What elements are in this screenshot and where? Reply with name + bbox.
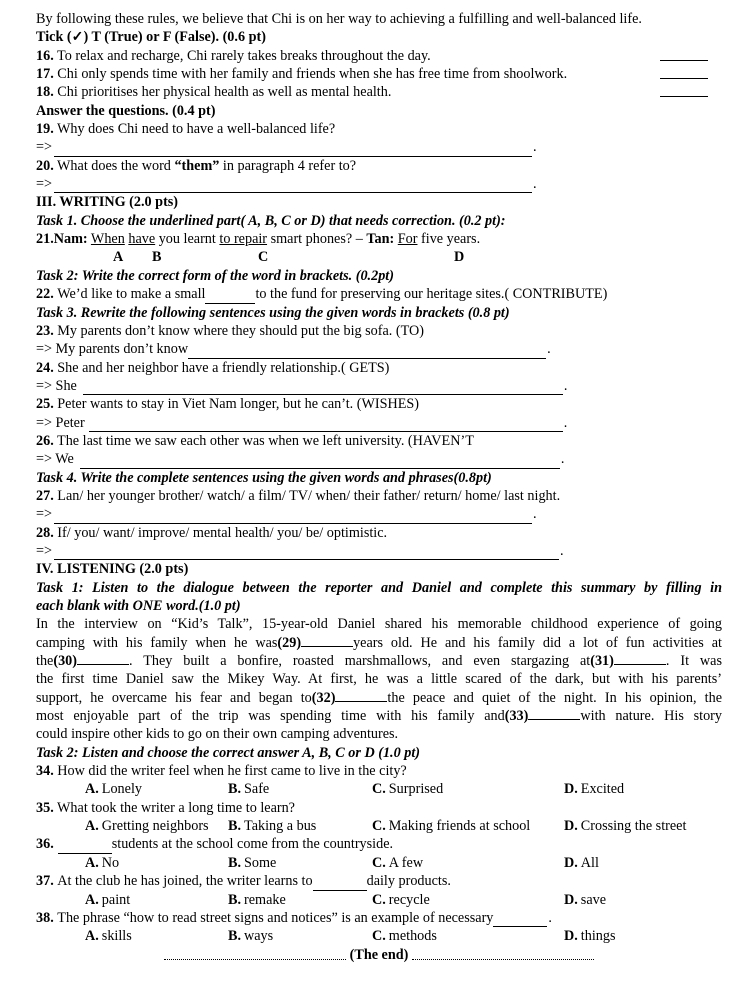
question-number: 16.	[36, 47, 54, 64]
blank-number-33: (33)	[504, 708, 529, 725]
option-letter: C.	[372, 854, 386, 871]
underlined-part-b: have	[128, 231, 156, 248]
question-23	[36, 322, 722, 340]
question-26	[36, 432, 722, 450]
option-text: methods	[388, 928, 437, 945]
options-34	[36, 780, 722, 798]
summary-text: camping with his family when he was	[36, 634, 278, 651]
answer-blank[interactable]	[83, 382, 563, 395]
question-number: 35.	[36, 799, 54, 816]
summary-blank-30[interactable]	[77, 652, 129, 665]
question-text: If/ you/ want/ improve/ mental health/ you/ be/ optimistic.	[57, 524, 388, 541]
question-text: My parents don’t know where they should put the big sofa. (TO)	[57, 322, 424, 339]
option-c[interactable]	[372, 927, 437, 945]
question-number: 34.	[36, 763, 54, 780]
answer-blank[interactable]	[54, 511, 532, 524]
option-letter: A.	[85, 781, 99, 798]
answer-line-26: => We .	[36, 451, 565, 468]
writing-task4-heading: Task 4. Write the complete sentences using the given words and phrases(0.8pt)	[36, 469, 492, 486]
option-text: skills	[101, 928, 132, 945]
option-text: recycle	[388, 891, 430, 908]
answer-prefix: => She	[36, 377, 77, 394]
option-text: A few	[388, 854, 424, 871]
summary-line-6	[36, 707, 722, 725]
option-b[interactable]	[228, 780, 269, 798]
question-keyword: “them”	[174, 157, 220, 174]
option-letter: C.	[372, 781, 386, 798]
option-letter: A.	[85, 928, 99, 945]
option-c[interactable]	[372, 780, 443, 798]
question-20	[36, 157, 722, 175]
option-text: ways	[244, 928, 274, 945]
question-text: students at the school come from the countryside.	[111, 836, 394, 853]
options-36	[36, 854, 722, 872]
option-letter: B.	[228, 928, 242, 945]
answer-line-20: => .	[36, 176, 537, 193]
options-38	[36, 927, 722, 945]
question-text-pre: At the club he has joined, the writer learns to	[57, 873, 313, 890]
question-text-post: to the fund for preserving our heritage sites.( CONTRIBUTE)	[255, 286, 608, 303]
summary-blank-33[interactable]	[528, 707, 580, 720]
option-a[interactable]	[85, 891, 130, 909]
summary-text: the	[36, 653, 54, 670]
option-text: No	[101, 854, 120, 871]
summary-blank-31[interactable]	[614, 652, 666, 665]
question-28	[36, 524, 722, 542]
option-b[interactable]	[228, 927, 273, 945]
answer-prefix: => Peter	[36, 414, 85, 431]
exam-page	[36, 10, 722, 964]
option-letter: B.	[228, 781, 242, 798]
summary-text: the peace and quiet of the night. In his opinion, the	[387, 689, 722, 706]
option-d[interactable]	[564, 817, 686, 835]
question-number: 24.	[36, 359, 54, 376]
question-number: 23.	[36, 322, 54, 339]
question-38: 38. The phrase “how to read street signs and notices” is an example of necessary .	[36, 909, 552, 926]
listening-heading: IV. LISTENING (2.0 pts)	[36, 561, 189, 578]
option-d[interactable]	[564, 780, 624, 798]
option-text: save	[580, 891, 607, 908]
question-36	[36, 835, 722, 853]
option-text: Surprised	[388, 781, 444, 798]
answer-arrow: =>	[36, 139, 53, 156]
question-number: 25.	[36, 396, 54, 413]
answer-blank[interactable]	[58, 841, 112, 854]
dotted-rule-left	[164, 949, 346, 960]
question-number: 19.	[36, 121, 54, 138]
listening-task2-heading: Task 2: Listen and choose the correct answer A, B, C or D (1.0 pt)	[36, 744, 420, 761]
summary-line-1: In the interview on “Kid’s Talk”, 15-year-old Daniel shared his memorable childhood experience of going	[36, 616, 722, 633]
question-34	[36, 762, 722, 780]
question-number: 20.	[36, 157, 54, 174]
option-c[interactable]	[372, 854, 423, 872]
answer-arrow: =>	[36, 176, 53, 193]
option-a[interactable]	[85, 817, 209, 835]
question-number: 26.	[36, 432, 54, 449]
question-text: Chi prioritises her physical health as well as mental health.	[57, 84, 392, 101]
option-text: Some	[244, 854, 277, 871]
answer-blank[interactable]	[54, 547, 559, 560]
options-37	[36, 891, 722, 909]
tf-answer-blank[interactable]	[660, 83, 708, 97]
option-b[interactable]	[228, 854, 276, 872]
option-text: paint	[101, 891, 131, 908]
question-24	[36, 359, 722, 377]
summary-line-7: could inspire other kids to go on their own camping adventures.	[36, 726, 399, 743]
answer-blank[interactable]	[493, 914, 547, 927]
blank-number-31: (31)	[590, 653, 614, 670]
summary-line-5	[36, 689, 722, 707]
question-number: 37.	[36, 873, 54, 890]
question-number: 17.	[36, 66, 54, 83]
writing-heading: III. WRITING (2.0 pts)	[36, 194, 179, 211]
answer-arrow: =>	[36, 542, 53, 559]
option-letter-a: A	[113, 249, 124, 266]
option-text: Lonely	[101, 781, 142, 798]
question-number: 28.	[36, 524, 54, 541]
answer-questions-heading: Answer the questions. (0.4 pt)	[36, 102, 216, 119]
answer-arrow: =>	[36, 506, 53, 523]
question-text: smart phones? –	[270, 231, 363, 248]
underlined-part-d: For	[397, 231, 418, 248]
option-a[interactable]	[85, 854, 119, 872]
question-18	[36, 83, 722, 101]
question-text-pre: What does the word	[57, 157, 175, 174]
option-letter-b: B	[152, 249, 162, 266]
question-number: 22.	[36, 286, 54, 303]
option-text: Taking a bus	[244, 818, 317, 835]
option-letter: A.	[85, 818, 99, 835]
question-text: The phrase “how to read street signs and notices” is an example of necessary	[57, 909, 494, 926]
option-a[interactable]	[85, 780, 142, 798]
answer-line-19: => .	[36, 139, 537, 156]
option-text: All	[580, 854, 599, 871]
option-letters-row	[36, 248, 722, 266]
answer-line-27: => .	[36, 506, 537, 523]
answer-blank[interactable]	[80, 456, 560, 469]
question-text-pre: We’d like to make a small	[57, 286, 206, 303]
answer-blank[interactable]	[54, 180, 532, 193]
question-text: What took the writer a long time to learn?	[57, 799, 295, 816]
answer-line-25: => Peter .	[36, 414, 568, 431]
question-37	[36, 872, 722, 890]
end-line	[36, 946, 722, 964]
reading-closing-line: By following these rules, we believe that Chi is on her way to achieving a fulfilling and well-balanced life.	[36, 11, 642, 27]
listening-task1-heading-line2: each blank with ONE word.(1.0 pt)	[36, 598, 241, 614]
summary-text: most enjoyable part of the trip was spending time with his family and	[36, 708, 505, 725]
option-b[interactable]	[228, 891, 286, 909]
answer-blank[interactable]	[89, 419, 563, 432]
option-letter: D.	[564, 891, 578, 908]
answer-blank[interactable]	[54, 144, 532, 157]
summary-text: years old. He and his family did a lot of fun activities at	[353, 634, 722, 651]
tf-answer-blank[interactable]	[660, 47, 708, 61]
question-35	[36, 799, 722, 817]
tf-answer-blank[interactable]	[660, 65, 708, 79]
summary-text: with nature. His story	[580, 708, 722, 725]
option-text: Crossing the street	[580, 818, 687, 835]
summary-line-2	[36, 634, 722, 652]
option-text: remake	[244, 891, 286, 908]
option-b[interactable]	[228, 817, 316, 835]
option-letter: C.	[372, 891, 386, 908]
speaker-tan: Tan:	[366, 231, 395, 248]
options-35	[36, 817, 722, 835]
the-end-label: (The end)	[349, 946, 409, 963]
option-letter: B.	[228, 854, 242, 871]
option-c[interactable]	[372, 891, 430, 909]
writing-task3-heading: Task 3. Rewrite the following sentences using the given words in brackets (0.8 pt)	[36, 304, 510, 321]
tf-heading: Tick (✓) T (True) or F (False). (0.6 pt)	[36, 29, 266, 46]
summary-blank-32[interactable]	[335, 689, 387, 702]
option-letter: A.	[85, 854, 99, 871]
option-letter: D.	[564, 781, 578, 798]
summary-line-3	[36, 652, 722, 670]
option-letter: C.	[372, 818, 386, 835]
question-number: 18.	[36, 84, 54, 101]
writing-task1-heading: Task 1. Choose the underlined part( A, B, C or D) that needs correction. (0.2 pt):	[36, 212, 506, 229]
option-letter-c: C	[258, 249, 269, 266]
question-text: five years.	[421, 231, 481, 248]
question-number: 27.	[36, 487, 54, 504]
summary-blank-29[interactable]	[301, 634, 353, 647]
dotted-rule-right	[412, 949, 594, 960]
option-text: Gretting neighbors	[101, 818, 209, 835]
option-a[interactable]	[85, 927, 132, 945]
option-letter: D.	[564, 818, 578, 835]
summary-text: support, he overcame his fear and began to	[36, 689, 312, 706]
question-text-post: in paragraph 4 refer to?	[219, 157, 357, 174]
option-letter: D.	[564, 928, 578, 945]
question-19	[36, 120, 722, 138]
question-22	[36, 285, 722, 303]
question-17	[36, 65, 722, 83]
option-d[interactable]	[564, 891, 606, 909]
answer-prefix: => We	[36, 451, 74, 468]
answer-line-24: => She .	[36, 377, 568, 394]
question-text: She and her neighbor have a friendly relationship.( GETS)	[57, 359, 390, 376]
question-text: Peter wants to stay in Viet Nam longer, but he can’t. (WISHES)	[57, 396, 420, 413]
option-d[interactable]	[564, 927, 615, 945]
blank-number-32: (32)	[311, 689, 336, 706]
question-number: 21.	[36, 231, 54, 248]
option-letter-d: D	[454, 249, 465, 266]
option-letter: D.	[564, 854, 578, 871]
option-letter: B.	[228, 818, 242, 835]
question-text: To relax and recharge, Chi rarely takes breaks throughout the day.	[57, 47, 431, 64]
question-number: 38.	[36, 909, 54, 926]
option-d[interactable]	[564, 854, 599, 872]
answer-line-23: => My parents don’t know .	[36, 341, 551, 358]
blank-number-30: (30)	[53, 653, 77, 670]
summary-text: . It was	[665, 653, 722, 670]
blank-number-29: (29)	[277, 634, 302, 651]
question-text: Chi only spends time with her family and friends when she has free time from shoolwork.	[57, 66, 568, 83]
underlined-part-c: to repair	[219, 231, 268, 248]
question-text: Lan/ her younger brother/ watch/ a film/ TV/ when/ their father/ return/ home/ last night.	[57, 487, 561, 504]
question-21	[36, 230, 722, 248]
summary-line-4: the first time Daniel saw the Mikey Way. At first, he was a little scared of the dark, but with his parents’	[36, 671, 722, 688]
question-25	[36, 395, 722, 413]
question-text: The last time we saw each other was when we left university. (HAVEN’T	[57, 432, 474, 449]
answer-line-28: => .	[36, 542, 564, 559]
speaker-nam: Nam:	[53, 231, 88, 248]
listening-task1-heading-line1: Task 1: Listen to the dialogue between the reporter and Daniel and complete this summary by filling in	[36, 579, 722, 596]
option-text: Making friends at school	[388, 818, 531, 835]
option-text: Safe	[244, 781, 270, 798]
question-text-post: daily products.	[366, 873, 451, 890]
answer-prefix: => My parents don’t know	[36, 341, 189, 358]
option-letter: A.	[85, 891, 99, 908]
question-text: you learnt	[158, 231, 216, 248]
question-27	[36, 487, 722, 505]
underlined-part-a: When	[90, 231, 125, 248]
answer-blank[interactable]	[205, 291, 255, 304]
option-text: Excited	[580, 781, 625, 798]
question-text: How did the writer feel when he first came to live in the city?	[57, 763, 407, 780]
writing-task2-heading: Task 2: Write the correct form of the word in brackets. (0.2pt)	[36, 267, 394, 284]
option-letter: B.	[228, 891, 242, 908]
option-c[interactable]	[372, 817, 530, 835]
option-text: things	[580, 928, 616, 945]
answer-blank[interactable]	[188, 346, 546, 359]
question-text: Why does Chi need to have a well-balanced life?	[57, 121, 336, 138]
question-number: 36.	[36, 836, 54, 853]
option-letter: C.	[372, 928, 386, 945]
answer-blank[interactable]	[313, 878, 367, 891]
summary-text: . They built a bonfire, roasted marshmallows, and even stargazing at	[128, 653, 591, 670]
question-16	[36, 47, 722, 65]
